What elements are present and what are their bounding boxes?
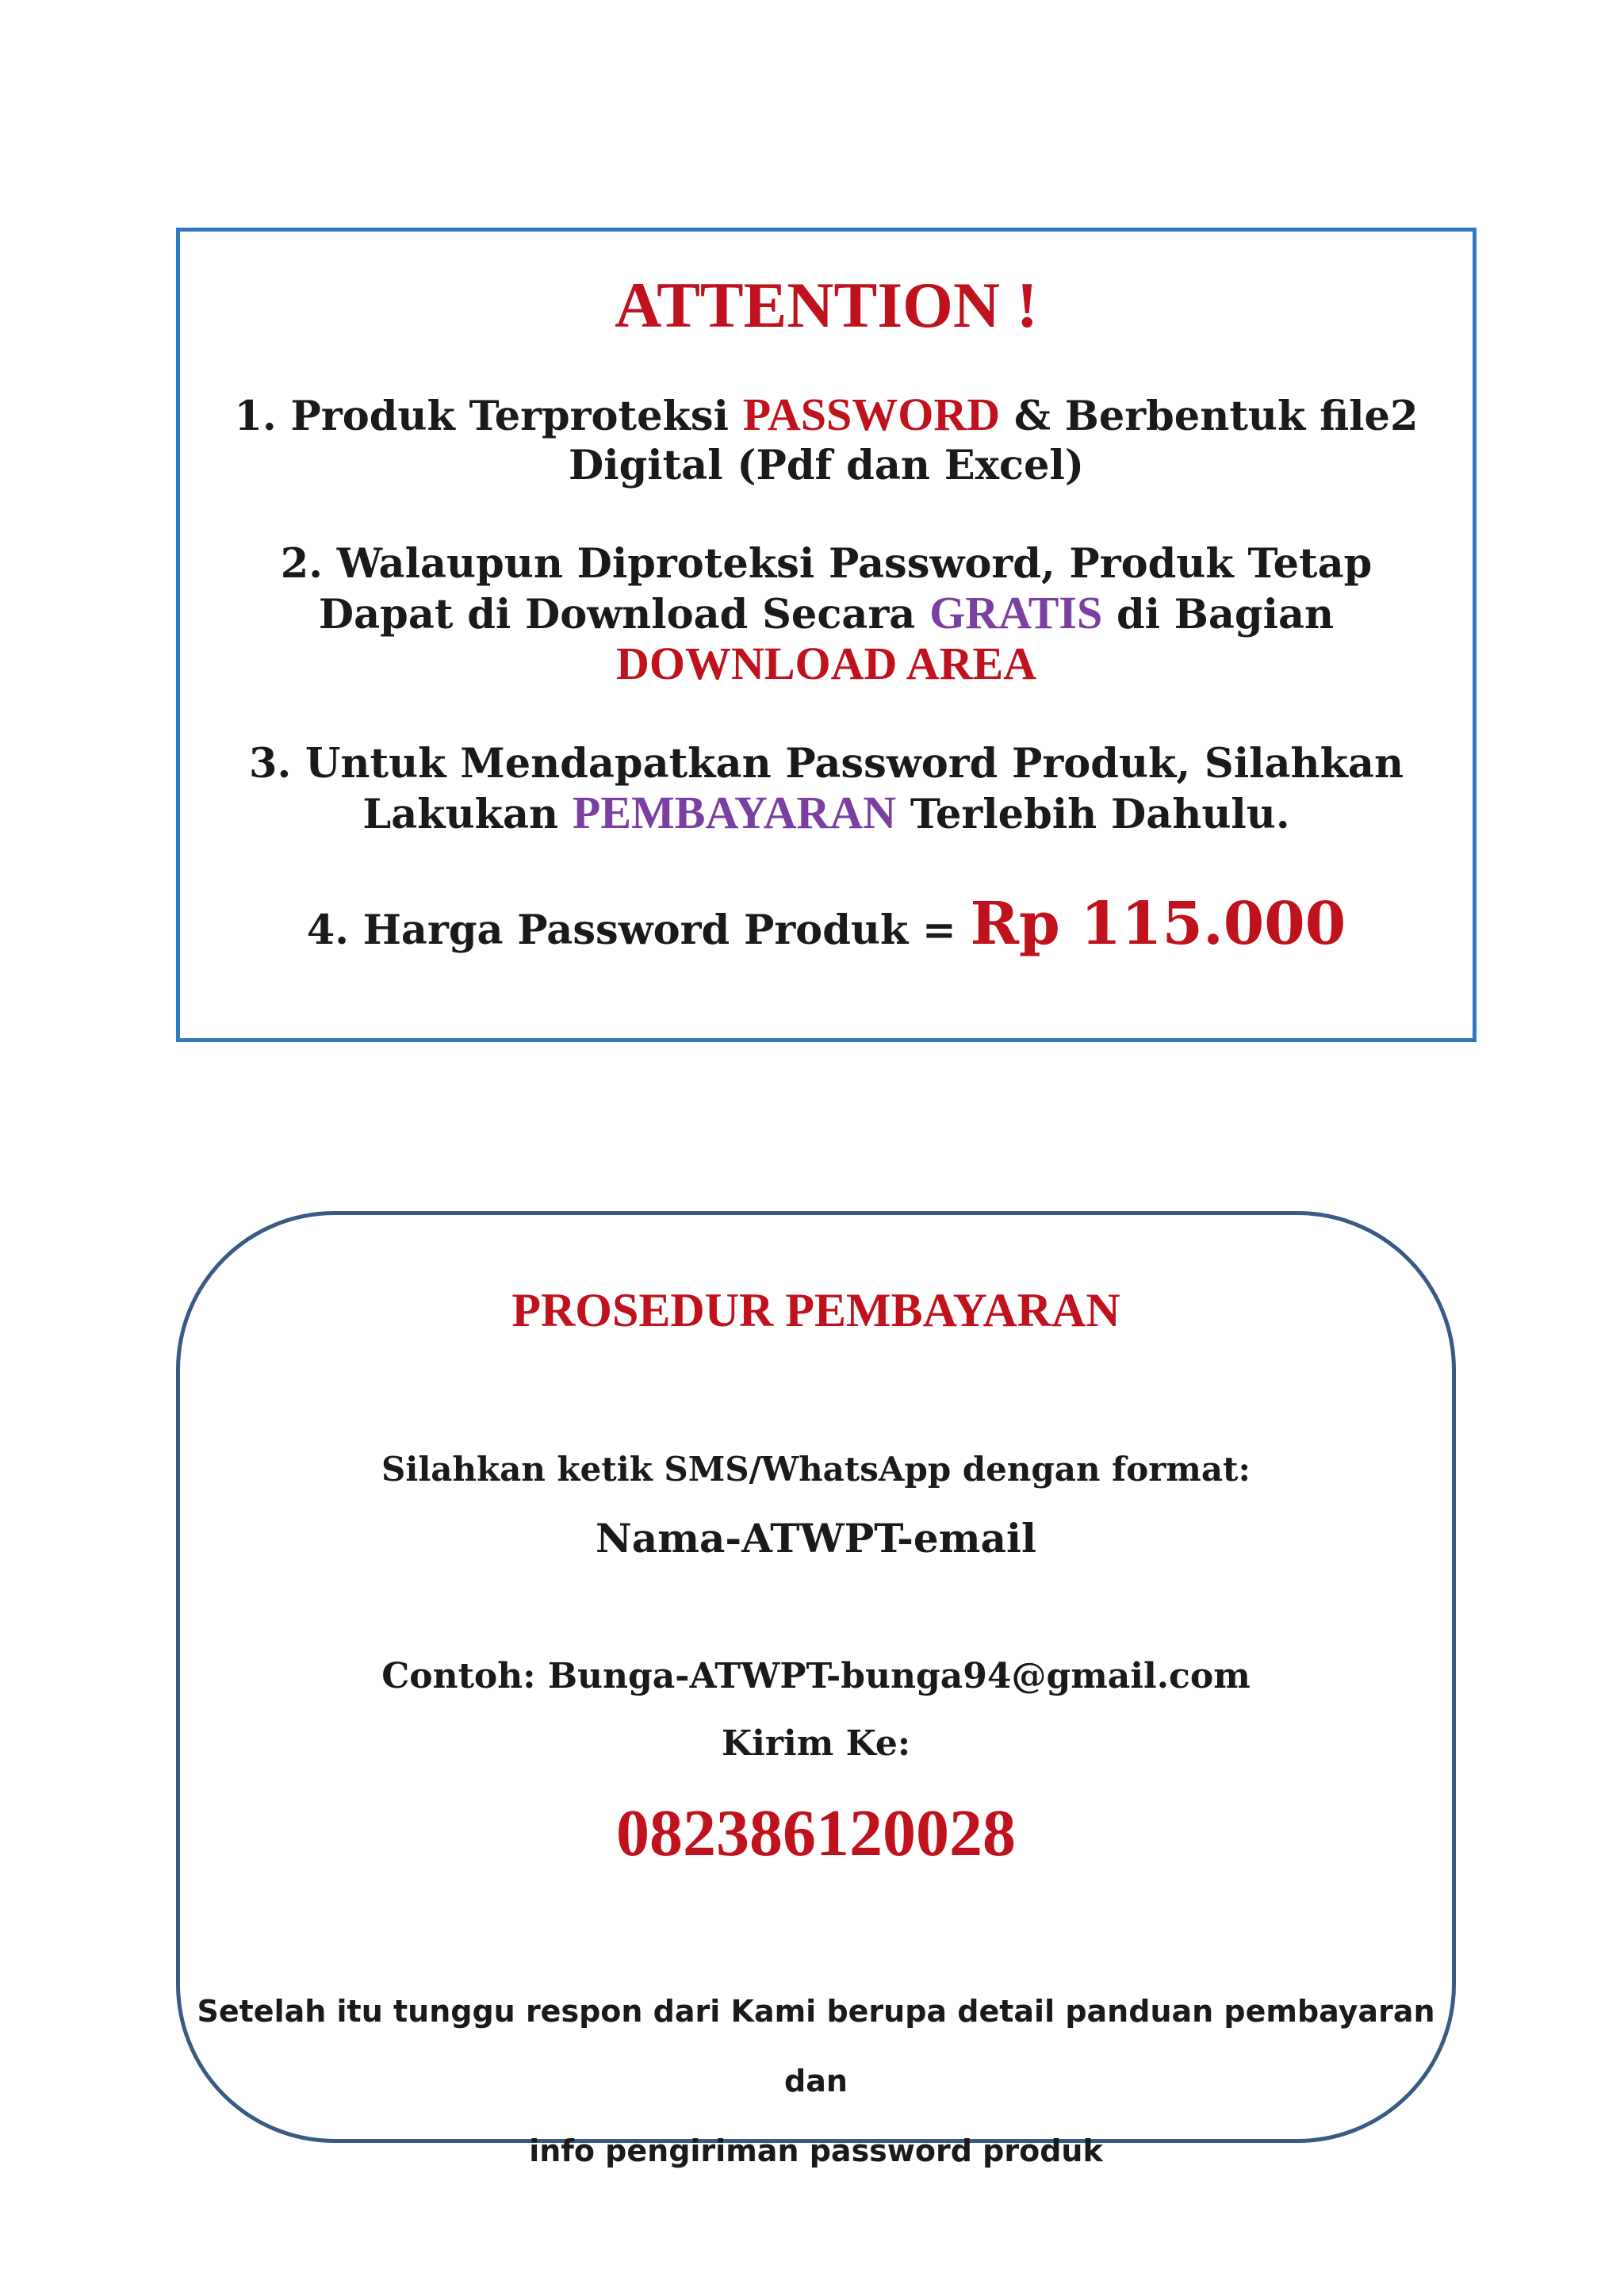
item3-line1: 3. Untuk Mendapatkan Password Produk, Silahkan: [248, 740, 1404, 788]
attention-item-3: [212, 739, 1441, 839]
attention-item-1: [212, 390, 1441, 490]
price-value: Rp 115.000: [970, 890, 1346, 958]
prosedur-instruction: Silahkan ketik SMS/WhatsApp dengan format:: [381, 1450, 1251, 1489]
item2-download-area: DOWNLOAD AREA: [615, 638, 1037, 689]
item2-line1: 2. Walaupun Diproteksi Password, Produk Tetap: [280, 540, 1373, 588]
item3-pembayaran-highlight: PEMBAYARAN: [572, 787, 897, 838]
prosedur-format: Nama-ATWPT-email: [596, 1515, 1036, 1562]
item1-text-line2: Digital (Pdf dan Excel): [568, 442, 1085, 489]
prosedur-example: Contoh: Bunga-ATWPT-bunga94@gmail.com: [381, 1656, 1251, 1696]
attention-box: [176, 228, 1477, 1042]
item3-text-cont: Terlebih Dahulu.: [896, 791, 1290, 838]
item4-label: 4. Harga Password Produk =: [306, 907, 971, 954]
prosedur-send-to: Kirim Ke:: [721, 1723, 911, 1764]
prosedur-title: PROSEDUR PEMBAYARAN: [511, 1284, 1120, 1336]
prosedur-box: [176, 1211, 1456, 2168]
item2-gratis-highlight: GRATIS: [929, 587, 1103, 638]
prosedur-note: [196, 1976, 1436, 2186]
item2-text-cont: di Bagian: [1102, 591, 1335, 638]
attention-item-4: [212, 888, 1441, 966]
attention-title: ATTENTION !: [615, 269, 1038, 341]
prosedur-phone-number: 082386120028: [616, 1796, 1016, 1870]
item3-text: Lakukan: [362, 791, 573, 838]
item1-password-highlight: PASSWORD: [742, 389, 1001, 440]
item1-text-cont: & Berbentuk file2: [1000, 393, 1419, 440]
prosedur-note-line1: Setelah itu tunggu respon dari Kami berupa detail panduan pembayaran dan: [197, 1994, 1435, 2099]
item1-text: 1. Produk Terproteksi: [234, 393, 743, 440]
prosedur-note-line2: info pengiriman password produk: [529, 2133, 1103, 2168]
attention-item-2: [212, 539, 1441, 690]
item2-text: Dapat di Download Secara: [318, 591, 930, 638]
